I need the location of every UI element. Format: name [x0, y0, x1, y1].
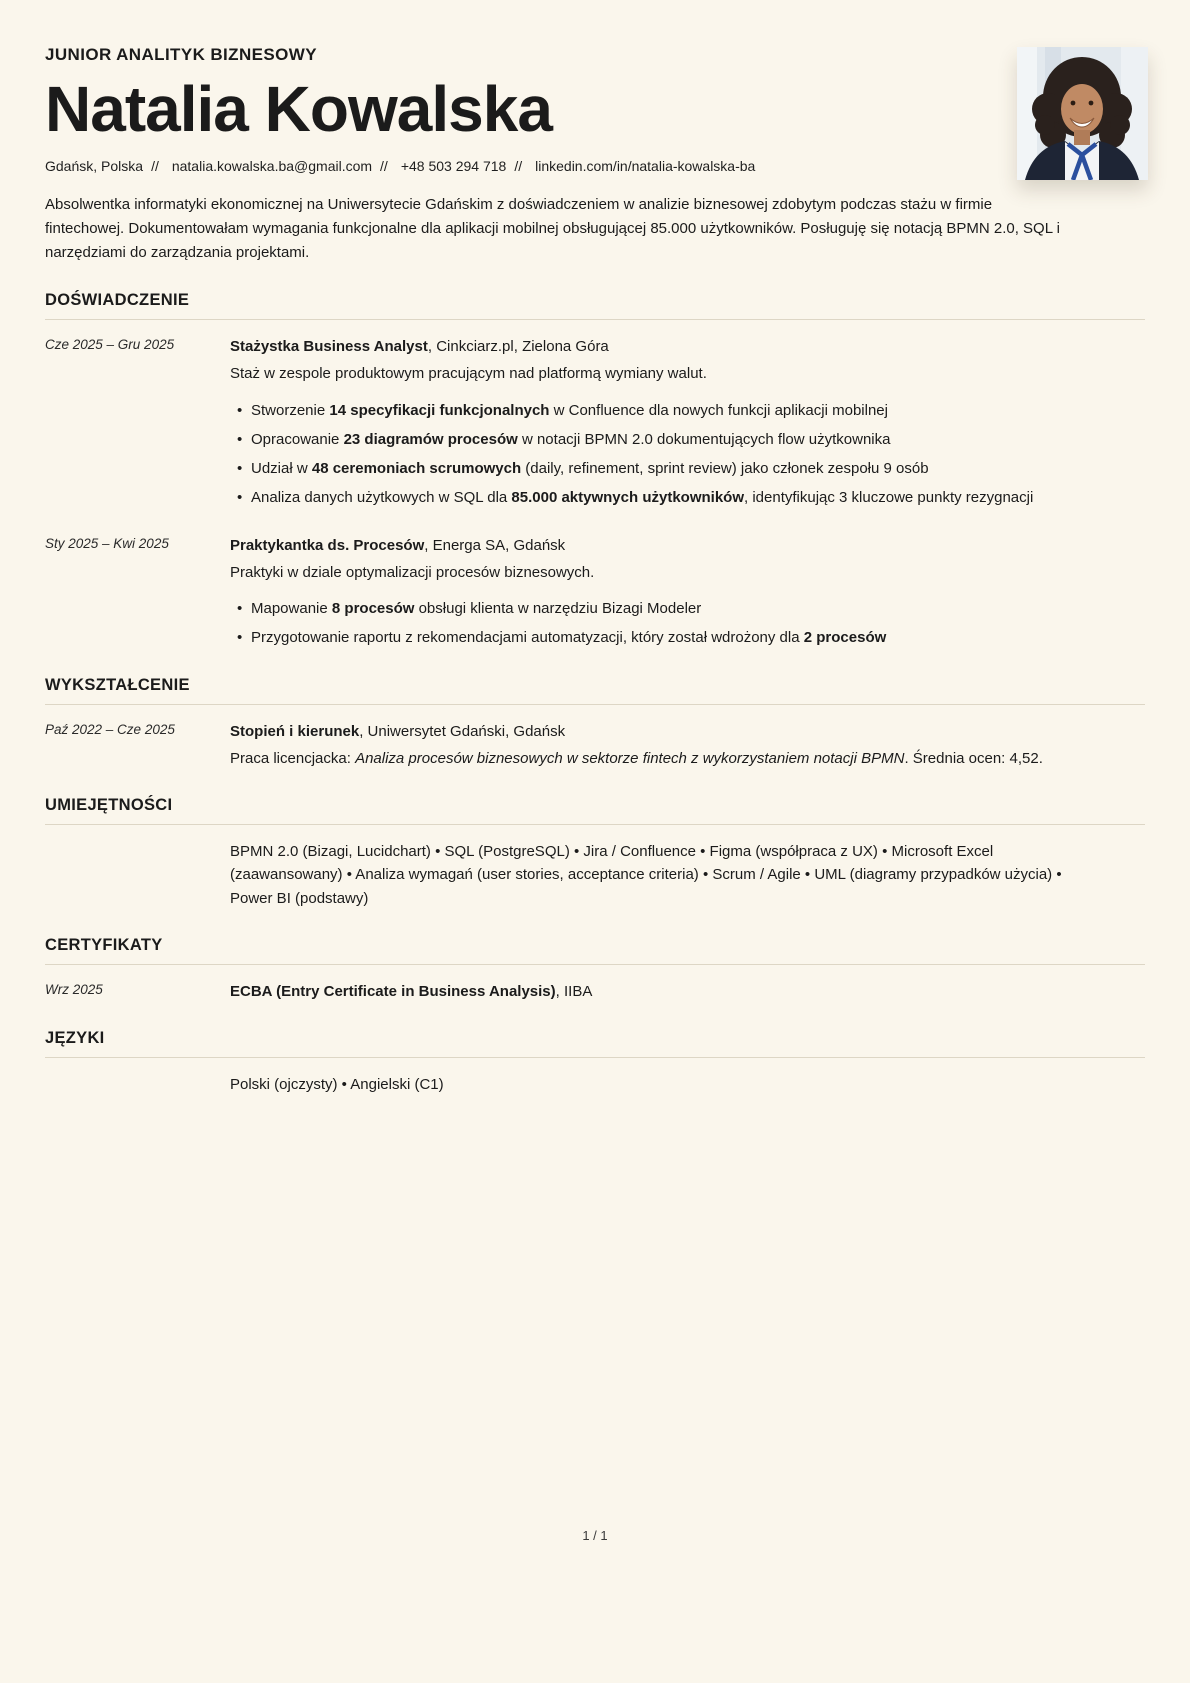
entry-content — [230, 720, 1145, 771]
contact-email: natalia.kowalska.ba@gmail.com — [171, 158, 373, 174]
entry-content — [230, 534, 1145, 650]
contact-separator: // — [380, 158, 388, 174]
role-title: JUNIOR ANALITYK BIZNESOWY — [45, 45, 317, 64]
bullet-item: • Udział w 48 ceremoniach scrumowych (daily, refinement, sprint review) jako członek zespołu 9 osób — [230, 457, 1067, 480]
contact-separator: // — [151, 158, 159, 174]
entry-content — [230, 980, 1145, 1003]
bullet-item: • Stworzenie 14 specyfikacji funkcjonalnych w Confluence dla nowych funkcji aplikacji mobilnej — [230, 399, 1067, 422]
entry-subtitle: Staż w zespole produktowym pracującym nad platformą wymiany walut. — [230, 365, 707, 383]
entry-content — [230, 1073, 1145, 1096]
experience-entry — [45, 320, 1145, 510]
entry-date: Wrz 2025 — [45, 981, 103, 997]
entry-date: Sty 2025 – Kwi 2025 — [45, 535, 169, 551]
education-entry — [45, 705, 1145, 771]
languages-row — [45, 1058, 1145, 1096]
contact-separator: // — [514, 158, 523, 174]
entry-title: Stażystka Business Analyst, Cinkciarz.pl, Zielona Góra — [230, 338, 609, 355]
entry-title: ECBA (Entry Certificate in Business Analysis), IIBA — [230, 982, 593, 1000]
bullet-item: • Mapowanie 8 procesów obsługi klienta w narzędziu Bizagi Modeler — [230, 597, 1067, 620]
summary-text: Absolwentka informatyki ekonomicznej na Uniwersytecie Gdańskim z doświadczeniem w analizie biznesowej zdobytym podczas stażu w firmie fintechowej. Dokumentowałam wymagania funkcjonalne dla aplikacji mobilnej obsługującej 85.000 użytkowników. Posługuję się notacją BPMN 2.0, SQL i narzędziami do zarządzania projektami. — [45, 196, 1060, 261]
section-education — [45, 676, 1145, 771]
entry-content — [230, 840, 1145, 910]
resume-header — [45, 45, 1145, 265]
bullet-item: • Analiza danych użytkowych w SQL dla 85.000 aktywnych użytkowników, identyfikując 3 kluczowe punkty rezygnacji — [230, 486, 1067, 509]
entry-date: Cze 2025 – Gru 2025 — [45, 337, 175, 352]
section-title-certificates: CERTYFIKATY — [45, 936, 1145, 965]
section-title-skills: UMIEJĘTNOŚCI — [45, 796, 1145, 825]
section-title-education: WYKSZTAŁCENIE — [45, 676, 1145, 705]
languages-list: Polski (ojczysty) • Angielski (C1) — [230, 1076, 444, 1093]
candidate-name: Natalia Kowalska — [45, 73, 552, 145]
contact-linkedin: linkedin.com/in/natalia-kowalska-ba — [535, 158, 756, 174]
section-title-languages: JĘZYKI — [45, 1029, 1145, 1058]
date-spacer — [45, 1073, 230, 1096]
contact-location: Gdańsk, Polska — [45, 158, 144, 174]
date-spacer — [45, 840, 230, 910]
bullet-item: • Opracowanie 23 diagramów procesów w notacji BPMN 2.0 dokumentujących flow użytkownika — [230, 428, 1067, 451]
experience-entry — [45, 510, 1145, 650]
bullet-list — [230, 597, 1067, 650]
skills-list: BPMN 2.0 (Bizagi, Lucidchart) • SQL (PostgreSQL) • Jira / Confluence • Figma (współpraca z UX) • Microsoft Excel (zaawansowany) • Analiza wymagań (user stories, acceptance criteria) • Scrum / Agile • UML (diagramy przypadków użycia) • Power BI (podstawy) — [230, 843, 1062, 907]
entry-content — [230, 335, 1145, 510]
entry-title: Stopień i kierunek, Uniwersytet Gdański, Gdańsk — [230, 722, 566, 740]
section-skills — [45, 796, 1145, 910]
section-certificates — [45, 936, 1145, 1003]
entry-title: Praktykantka ds. Procesów, Energa SA, Gdańsk — [230, 536, 566, 554]
skills-row — [45, 825, 1145, 910]
bullet-list — [230, 399, 1067, 510]
page-number: 1 / 1 — [582, 1528, 608, 1543]
bullet-item: • Przygotowanie raportu z rekomendacjami automatyzacji, który został wdrożony dla 2 procesów — [230, 626, 1067, 649]
section-title-experience: DOŚWIADCZENIE — [45, 291, 1145, 320]
portrait-illustration — [1017, 47, 1148, 180]
certificate-entry — [45, 965, 1145, 1003]
contact-phone: +48 503 294 718 — [400, 158, 507, 174]
entry-date: Paź 2022 – Cze 2025 — [45, 721, 175, 737]
entry-detail: Praca licencjacka: Analiza procesów biznesowych w sektorze fintech z wykorzystaniem notacji BPMN. Średnia ocen: 4,52. — [230, 749, 1043, 767]
entry-subtitle: Praktyki w dziale optymalizacji procesów biznesowych. — [230, 563, 595, 581]
section-experience — [45, 291, 1145, 650]
profile-photo — [1017, 47, 1148, 180]
contact-line — [45, 158, 1145, 174]
section-languages — [45, 1029, 1145, 1096]
